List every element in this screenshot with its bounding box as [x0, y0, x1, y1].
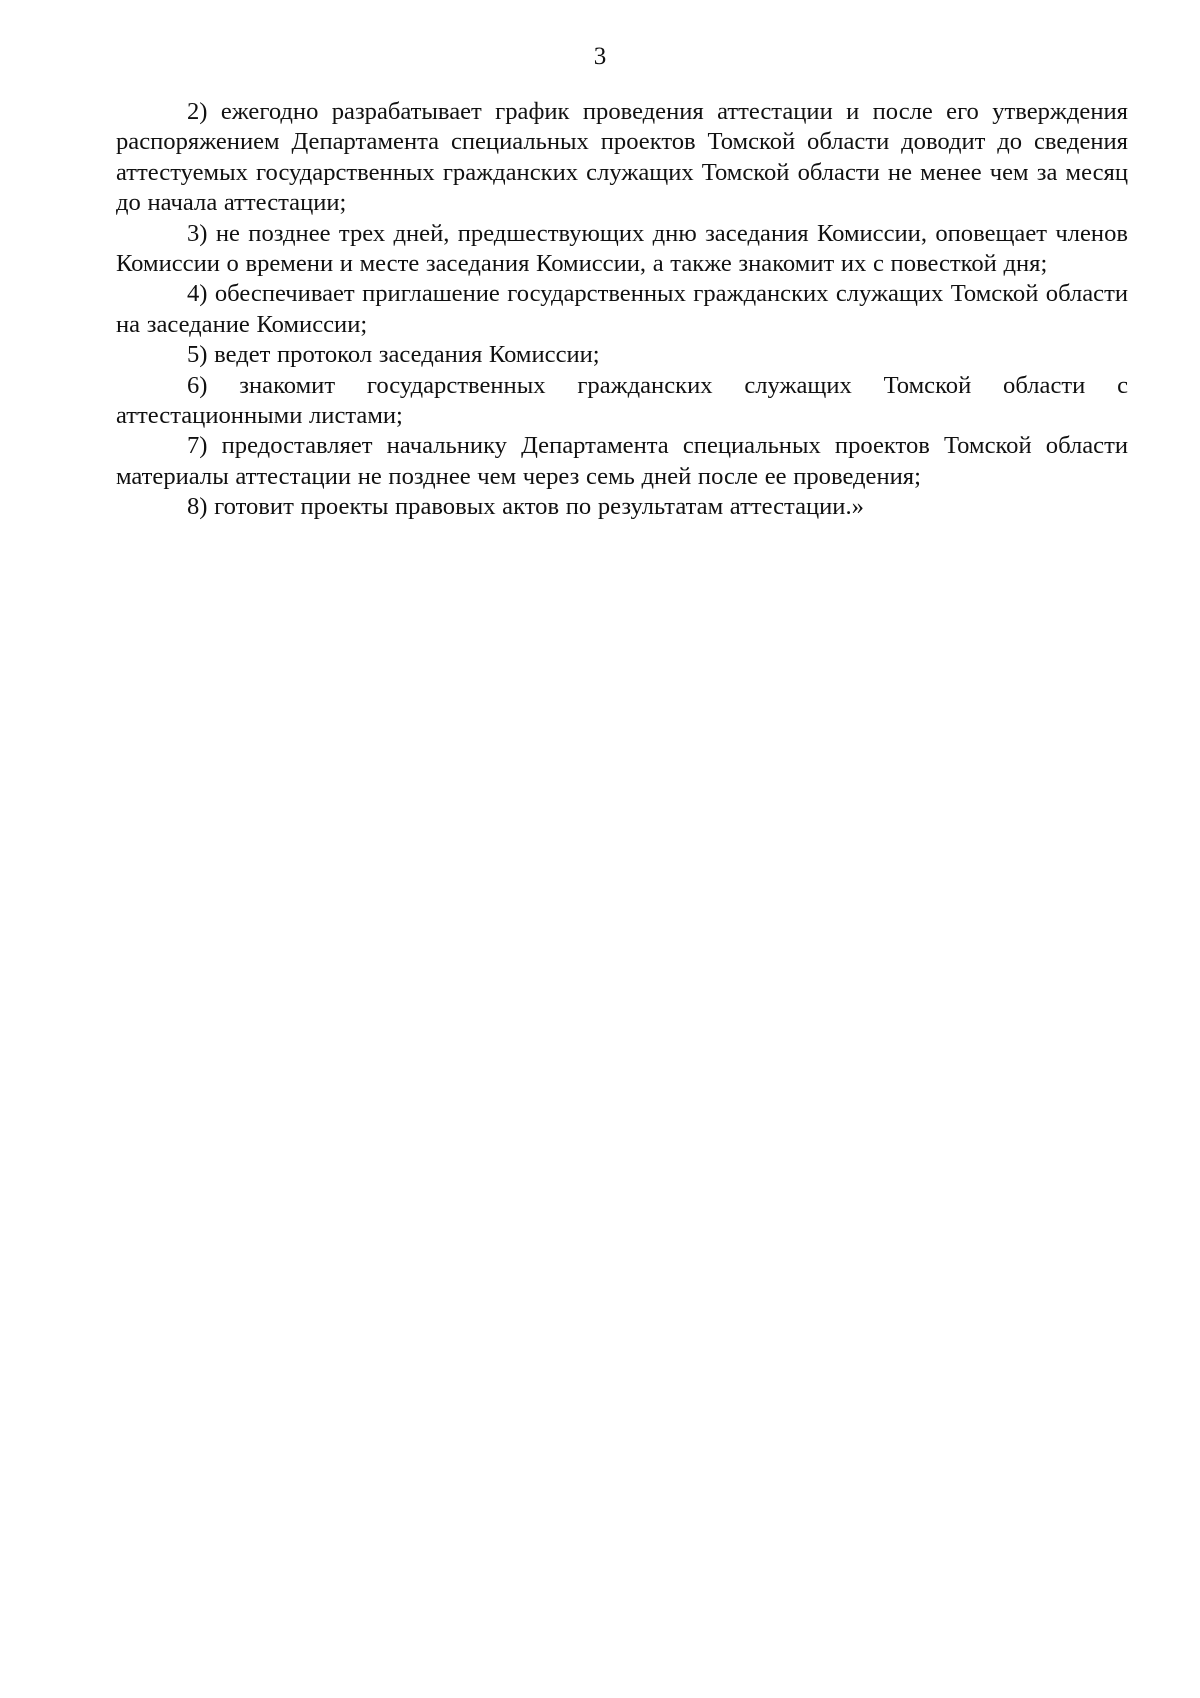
paragraph-item-5: 5) ведет протокол заседания Комиссии; — [187, 341, 600, 369]
paragraph-item-2: 2) ежегодно разрабатывает график проведения аттестации и после его утверждения распоряжением Департамента специальных проектов Томской области доводит до сведения аттестуемых государственных гражданских служащих Томской области не менее чем за месяц до начала аттестации; — [116, 98, 1128, 217]
paragraph-item-8: 8) готовит проекты правовых актов по результатам аттестации.» — [187, 493, 864, 521]
paragraph-item-6: 6) знакомит государственных гражданских служащих Томской области с аттестационными листами; — [116, 371, 1128, 430]
paragraph-item-3: 3) не позднее трех дней, предшествующих дню заседания Комиссии, оповещает членов Комиссии о времени и месте заседания Комиссии, а также знакомит их с повесткой дня; — [116, 219, 1128, 278]
paragraph-item-4: 4) обеспечивает приглашение государственных гражданских служащих Томской области на заседание Комиссии; — [116, 280, 1128, 338]
page-number: 3 — [593, 43, 607, 70]
paragraph-item-7: 7) предоставляет начальнику Департамента специальных проектов Томской области материалы аттестации не позднее чем через семь дней после ее проведения; — [116, 432, 1128, 490]
document-body — [116, 97, 1128, 523]
